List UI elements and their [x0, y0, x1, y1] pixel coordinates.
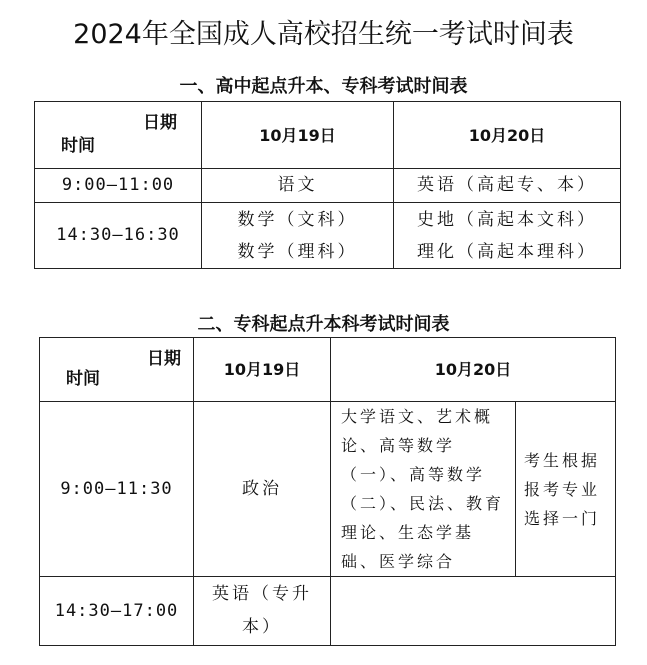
date-header-label: 日期	[147, 349, 181, 369]
table-header-row	[35, 102, 621, 169]
time-cell: 14:30—17:00	[40, 577, 194, 646]
table-row	[40, 402, 616, 577]
time-header-label: 时间	[66, 369, 100, 389]
date-time-header-cell	[40, 338, 194, 402]
subject-line: 理化（高起本理科）	[417, 241, 597, 262]
subject-cell: 英语（高起专、本）	[394, 169, 621, 203]
subject-line: 数学（理科）	[237, 241, 358, 262]
subject-cell	[202, 203, 394, 269]
day1-header: 10月19日	[194, 338, 331, 402]
subject-line: 史地（高起本文科）	[417, 209, 597, 230]
subject-cell: 语文	[202, 169, 394, 203]
table-header-row	[40, 338, 616, 402]
day2-header: 10月20日	[394, 102, 621, 169]
schedule-table-1	[34, 101, 621, 269]
subject-cell	[394, 203, 621, 269]
date-time-header-cell	[35, 102, 202, 169]
date-header-label: 日期	[143, 113, 177, 133]
page-title: 2024年全国成人高校招生统一考试时间表	[73, 19, 574, 50]
table-row	[35, 203, 621, 269]
table-row	[40, 577, 616, 646]
table-row	[35, 169, 621, 203]
subject-cell: 政治	[194, 402, 331, 577]
section1-heading: 一、高中起点升本、专科考试时间表	[179, 76, 468, 97]
schedule-table-2	[39, 337, 616, 646]
subject-cell: 英语（专升本）	[194, 577, 331, 646]
day1-header: 10月19日	[202, 102, 394, 169]
subject-list-cell: 大学语文、艺术概论、高等数学（一）、高等数学（二）、民法、教育理论、生态学基础、医学综合	[331, 402, 516, 577]
empty-cell	[331, 577, 616, 646]
day2-header: 10月20日	[331, 338, 616, 402]
time-cell: 14:30—16:30	[35, 203, 202, 269]
time-cell: 9:00—11:30	[40, 402, 194, 577]
section2-heading: 二、专科起点升本科考试时间表	[197, 314, 450, 335]
note-cell: 考生根据报考专业选择一门	[516, 402, 616, 577]
time-header-label: 时间	[61, 136, 95, 156]
time-cell: 9:00—11:00	[35, 169, 202, 203]
subject-line: 数学（文科）	[237, 209, 358, 230]
